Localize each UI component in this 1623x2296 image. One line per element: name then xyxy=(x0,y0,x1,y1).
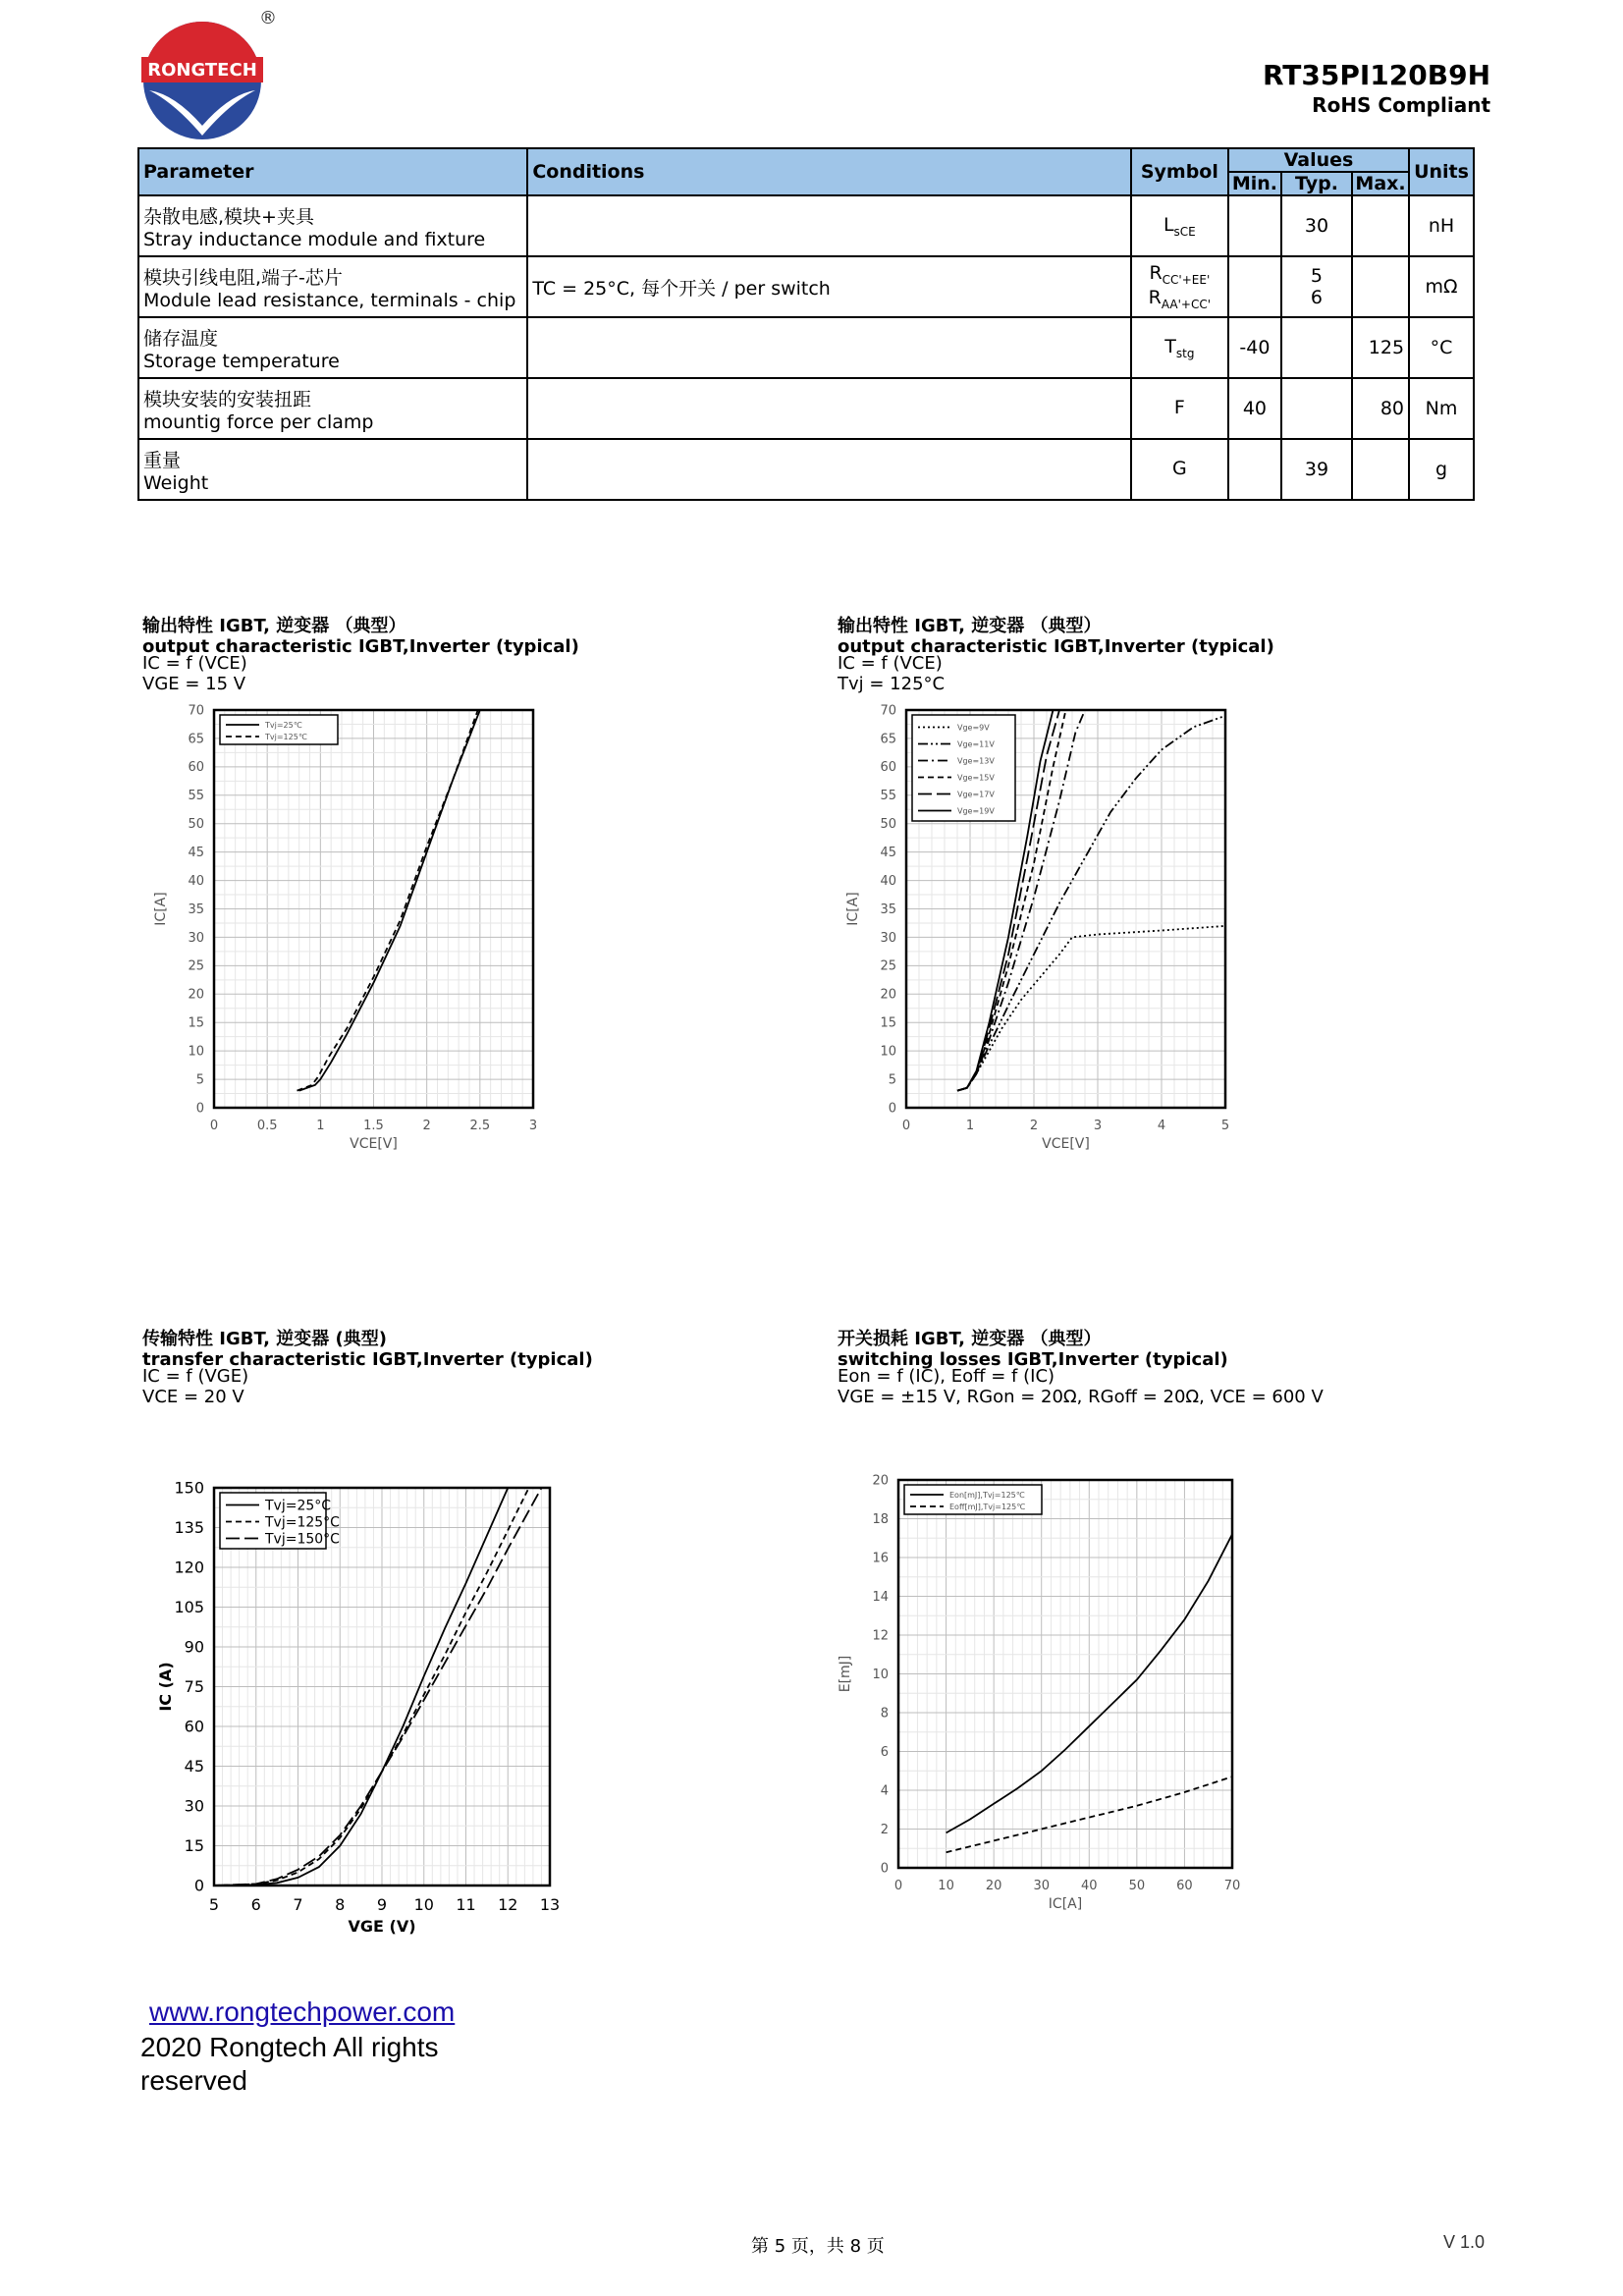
param-cn: 模块引线电阻,端子-芯片 xyxy=(143,266,343,289)
y-tick-label: 10 xyxy=(188,1044,204,1060)
legend-label: Tvj=25℃ xyxy=(265,721,302,730)
y-tick-label: 2 xyxy=(880,1822,889,1837)
legend-label: Vge=9V xyxy=(957,723,990,733)
x-tick-label: 11 xyxy=(456,1895,476,1914)
legend-label: Tvj=150°C xyxy=(265,1531,340,1548)
y-tick-label: 70 xyxy=(880,703,896,719)
y-tick-label: 40 xyxy=(188,873,204,889)
x-tick-label: 3 xyxy=(528,1119,538,1133)
max xyxy=(1352,439,1409,500)
units: Nm xyxy=(1409,378,1474,439)
table-row xyxy=(138,378,1474,439)
chart-output-characteristic-tvj125 xyxy=(830,692,1242,1164)
max xyxy=(1352,256,1409,317)
legend-label: Vge=11V xyxy=(957,739,995,749)
legend-label: Eoff[mJ],Tvj=125℃ xyxy=(949,1503,1026,1511)
symbol: $R_{CC'+EE'}$ $R_{AA'+CC'}$ xyxy=(1131,256,1228,317)
chart2-titles: 输出特性 IGBT, 逆变器 （典型） output characteristic IGBT,Inverter (typical) IC = f (VCE) Tvj = 125°C xyxy=(838,616,1274,694)
y-tick-label: 15 xyxy=(184,1835,204,1855)
legend-label: Eon[mJ],Tvj=125℃ xyxy=(949,1491,1025,1500)
y-tick-label: 0 xyxy=(193,1876,204,1895)
x-axis-label: VCE[V] xyxy=(1042,1136,1090,1152)
y-tick-label: 16 xyxy=(872,1551,889,1566)
y-tick-label: 65 xyxy=(880,732,896,747)
min: 40 xyxy=(1228,378,1281,439)
rongtech-logo xyxy=(135,8,277,142)
parameter-table xyxy=(137,147,1475,501)
symbol: F xyxy=(1131,378,1228,439)
y-tick-label: 30 xyxy=(188,930,204,946)
conditions xyxy=(527,439,1131,500)
x-tick-label: 0 xyxy=(209,1119,219,1133)
param-cn: 储存温度 xyxy=(143,327,219,350)
y-tick-label: 30 xyxy=(184,1796,204,1816)
header-typ: Typ. xyxy=(1281,172,1352,195)
legend-label: Tvj=125°C xyxy=(265,1514,340,1531)
chart-transfer-characteristic xyxy=(147,1468,569,1944)
conditions xyxy=(527,378,1131,439)
x-tick-label: 20 xyxy=(985,1879,1002,1893)
y-tick-label: 40 xyxy=(880,873,896,889)
y-tick-label: 50 xyxy=(188,817,204,833)
y-tick-label: 45 xyxy=(188,845,204,860)
y-tick-label: 90 xyxy=(184,1637,204,1657)
conditions: TC = 25°C, 每个开关 / per switch xyxy=(527,256,1131,317)
symbol: $T_{stg}$ xyxy=(1131,317,1228,378)
header-units: Units xyxy=(1409,148,1474,195)
y-tick-label: 5 xyxy=(195,1072,204,1088)
y-tick-label: 60 xyxy=(184,1717,204,1736)
version-label: V 1.0 xyxy=(1443,2232,1486,2252)
x-tick-label: 13 xyxy=(539,1895,561,1914)
chart4-titles: 开关损耗 IGBT, 逆变器 （典型） switching losses IGBT,Inverter (typical) Eon = f (IC), Eoff = f (IC) VGE = ±15 V, RGon = 20Ω, RGoff = 20Ω, VCE = 600 V xyxy=(838,1329,1324,1407)
table-row xyxy=(138,195,1474,256)
min xyxy=(1228,439,1281,500)
y-tick-label: 65 xyxy=(188,732,204,747)
x-tick-label: 4 xyxy=(1157,1119,1166,1133)
y-axis-label: IC[A] xyxy=(845,892,861,926)
y-tick-label: 70 xyxy=(188,703,204,719)
x-tick-label: 30 xyxy=(1033,1879,1050,1893)
rohs-label: RoHS Compliant xyxy=(1312,93,1490,117)
y-tick-label: 12 xyxy=(872,1628,889,1644)
x-tick-label: 70 xyxy=(1223,1879,1241,1893)
y-tick-label: 45 xyxy=(184,1756,204,1776)
y-tick-label: 20 xyxy=(188,987,204,1003)
y-tick-label: 14 xyxy=(872,1589,889,1605)
max: 125 xyxy=(1352,317,1409,378)
x-tick-label: 7 xyxy=(293,1895,303,1914)
copyright-text: 2020 Rongtech All rights reserved xyxy=(140,2032,439,2096)
legend-label: Tvj=25°C xyxy=(265,1498,332,1514)
website-link[interactable]: www.rongtechpower.com xyxy=(149,1996,456,2027)
max xyxy=(1352,195,1409,256)
y-tick-label: 120 xyxy=(174,1558,204,1577)
x-tick-label: 0.5 xyxy=(256,1119,278,1133)
header-conditions: Conditions xyxy=(527,148,1131,195)
x-tick-label: 2 xyxy=(422,1119,431,1133)
conditions xyxy=(527,317,1131,378)
y-tick-label: 75 xyxy=(184,1676,204,1696)
y-tick-label: 45 xyxy=(880,845,896,860)
y-tick-label: 105 xyxy=(174,1597,204,1616)
typ: 5 6 xyxy=(1281,256,1352,317)
y-axis-label: IC (A) xyxy=(156,1662,175,1712)
chart-switching-losses xyxy=(830,1468,1247,1930)
y-tick-label: 6 xyxy=(880,1744,889,1760)
param-en: Weight xyxy=(143,471,209,494)
chart1-titles: 输出特性 IGBT, 逆变器 （典型） output characteristic IGBT,Inverter (typical) IC = f (VCE) VGE = 15 V xyxy=(142,616,579,694)
x-tick-label: 1 xyxy=(965,1119,975,1133)
y-tick-label: 20 xyxy=(880,987,896,1003)
x-tick-label: 0 xyxy=(893,1879,903,1893)
page-number: 第 5 页，共 8 页 xyxy=(751,2236,885,2257)
table-row xyxy=(138,256,1474,317)
param-en: Storage temperature xyxy=(143,350,340,372)
y-axis-label: IC[A] xyxy=(153,892,169,926)
x-tick-label: 5 xyxy=(1220,1119,1230,1133)
header-min: Min. xyxy=(1228,172,1281,195)
y-tick-label: 4 xyxy=(880,1783,889,1799)
min xyxy=(1228,195,1281,256)
typ: 39 xyxy=(1281,439,1352,500)
param-en: Stray inductance module and fixture xyxy=(143,228,486,250)
x-tick-label: 10 xyxy=(413,1895,434,1914)
legend-label: Tvj=125℃ xyxy=(265,733,307,741)
header-max: Max. xyxy=(1352,172,1409,195)
param-en: mountig force per clamp xyxy=(143,410,374,433)
x-axis-label: IC[A] xyxy=(1048,1896,1083,1912)
x-tick-label: 1.5 xyxy=(363,1119,384,1133)
y-tick-label: 10 xyxy=(880,1044,896,1060)
y-tick-label: 15 xyxy=(188,1015,204,1031)
symbol: $L_{sCE}$ xyxy=(1131,195,1228,256)
x-tick-label: 3 xyxy=(1093,1119,1103,1133)
y-tick-label: 5 xyxy=(888,1072,896,1088)
y-tick-label: 20 xyxy=(872,1473,889,1489)
y-tick-label: 35 xyxy=(188,902,204,917)
y-tick-label: 0 xyxy=(880,1861,889,1877)
y-tick-label: 35 xyxy=(880,902,896,917)
y-tick-label: 0 xyxy=(888,1101,896,1117)
x-tick-label: 6 xyxy=(250,1895,261,1914)
header-values: Values xyxy=(1228,148,1409,172)
param-cn: 重量 xyxy=(143,449,182,471)
param-cn: 杂散电感,模块+夹具 xyxy=(143,205,314,228)
units: nH xyxy=(1409,195,1474,256)
x-tick-label: 50 xyxy=(1128,1879,1146,1893)
y-tick-label: 25 xyxy=(188,958,204,974)
typ: 30 xyxy=(1281,195,1352,256)
y-tick-label: 55 xyxy=(880,789,896,804)
min xyxy=(1228,256,1281,317)
y-tick-label: 150 xyxy=(174,1478,204,1498)
logo-text: RONGTECH xyxy=(147,60,257,81)
x-tick-label: 1 xyxy=(316,1119,325,1133)
x-axis-label: VGE (V) xyxy=(348,1917,416,1936)
y-tick-label: 8 xyxy=(880,1706,889,1722)
conditions xyxy=(527,195,1131,256)
y-tick-label: 10 xyxy=(872,1667,889,1682)
x-tick-label: 2 xyxy=(1029,1119,1039,1133)
y-tick-label: 135 xyxy=(174,1517,204,1537)
part-number: RT35PI120B9H xyxy=(1262,59,1490,91)
symbol: G xyxy=(1131,439,1228,500)
y-tick-label: 60 xyxy=(188,760,204,776)
max: 80 xyxy=(1352,378,1409,439)
x-tick-label: 40 xyxy=(1081,1879,1098,1893)
x-tick-label: 60 xyxy=(1176,1879,1193,1893)
legend-label: Vge=19V xyxy=(957,806,995,816)
x-tick-label: 5 xyxy=(208,1895,220,1914)
y-tick-label: 30 xyxy=(880,930,896,946)
param-cn: 模块安装的安装扭距 xyxy=(143,388,312,410)
x-tick-label: 9 xyxy=(376,1895,388,1914)
table-row xyxy=(138,317,1474,378)
y-tick-label: 0 xyxy=(195,1101,204,1117)
units: °C xyxy=(1409,317,1474,378)
typ xyxy=(1281,317,1352,378)
registered-mark: ® xyxy=(259,8,277,28)
chart3-titles: 传输特性 IGBT, 逆变器 (典型) transfer characteristic IGBT,Inverter (typical) IC = f (VGE) VCE = 20 V xyxy=(142,1329,593,1407)
units: mΩ xyxy=(1409,256,1474,317)
x-tick-label: 2.5 xyxy=(469,1119,491,1133)
y-tick-label: 18 xyxy=(872,1511,889,1527)
legend-label: Vge=17V xyxy=(957,790,995,799)
y-tick-label: 60 xyxy=(880,760,896,776)
header-symbol: Symbol xyxy=(1131,148,1228,195)
table-row xyxy=(138,439,1474,500)
y-tick-label: 15 xyxy=(880,1015,896,1031)
y-tick-label: 50 xyxy=(880,817,896,833)
x-tick-label: 0 xyxy=(901,1119,911,1133)
y-axis-label: E[mJ] xyxy=(838,1655,853,1693)
y-tick-label: 25 xyxy=(880,958,896,974)
typ xyxy=(1281,378,1352,439)
x-axis-label: VCE[V] xyxy=(350,1136,398,1152)
legend-label: Vge=15V xyxy=(957,773,995,783)
x-tick-label: 12 xyxy=(498,1895,518,1914)
chart-output-characteristic-vge15 xyxy=(137,692,550,1164)
units: g xyxy=(1409,439,1474,500)
x-tick-label: 8 xyxy=(335,1895,346,1914)
y-tick-label: 55 xyxy=(188,789,204,804)
legend-label: Vge=13V xyxy=(957,756,995,766)
param-en: Module lead resistance, terminals - chip xyxy=(143,289,516,311)
min: -40 xyxy=(1228,317,1281,378)
x-tick-label: 10 xyxy=(938,1879,954,1893)
header-parameter: Parameter xyxy=(138,148,527,195)
